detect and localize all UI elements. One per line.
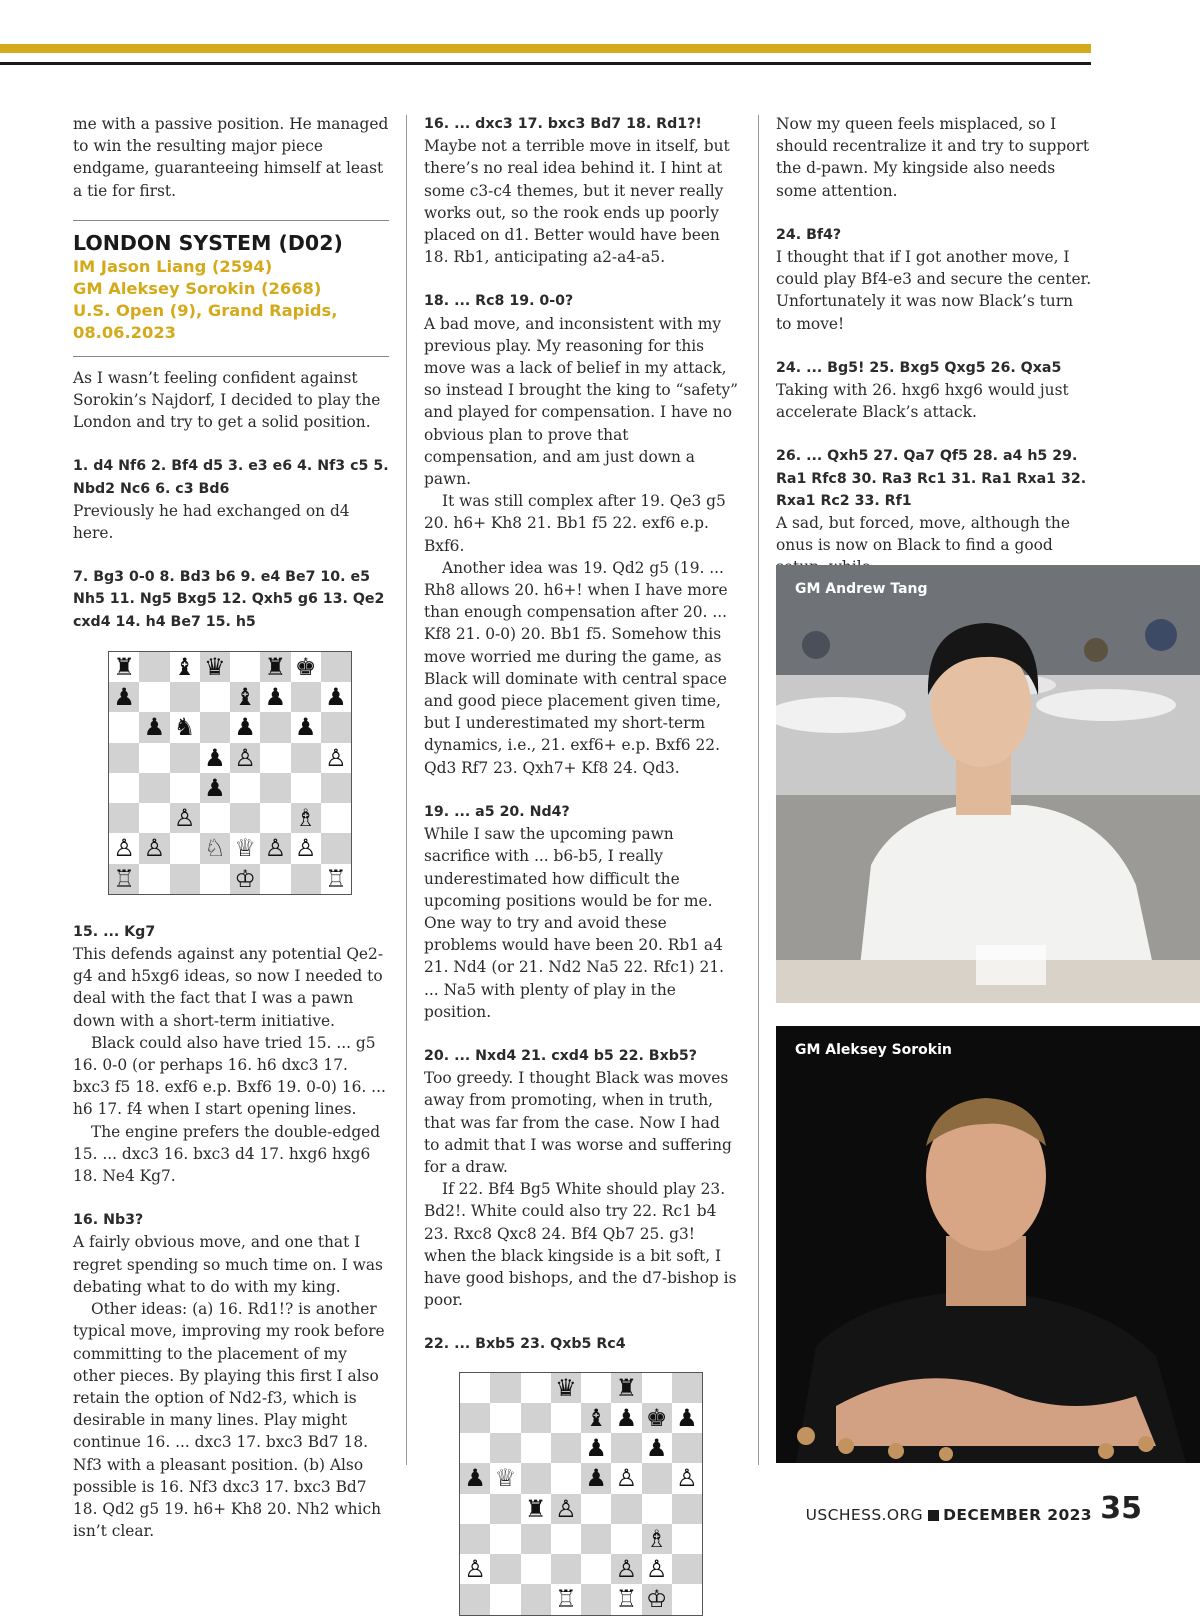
black-pawn-icon: ♟ bbox=[611, 1403, 641, 1433]
board-square bbox=[200, 682, 230, 712]
white-king-icon: ♔ bbox=[642, 1584, 672, 1614]
white-pawn-icon: ♙ bbox=[611, 1554, 641, 1584]
board-square bbox=[642, 1373, 672, 1403]
board-square bbox=[321, 803, 351, 833]
board-square bbox=[551, 1463, 581, 1493]
white-pawn-icon: ♙ bbox=[109, 833, 139, 863]
board-square bbox=[139, 652, 169, 682]
paragraph: A fairly obvious move, and one that I regret spending so much time on. I was debating what to do with my king. bbox=[73, 1233, 383, 1296]
black-queen-icon: ♛ bbox=[551, 1373, 581, 1403]
board-square bbox=[170, 743, 200, 773]
paragraph: Too greedy. I thought Black was moves away from promoting, when in truth, that was far from the case. Now I had to admit that I was worse and suffering for a draw. bbox=[424, 1069, 732, 1176]
white-pawn-icon: ♙ bbox=[672, 1463, 702, 1493]
board-square bbox=[490, 1403, 520, 1433]
white-rook-icon: ♖ bbox=[611, 1584, 641, 1614]
board-square bbox=[581, 1584, 611, 1614]
board-square bbox=[642, 1463, 672, 1493]
paragraph: As I wasn’t feeling confident against Sorokin’s Najdorf, I decided to play the London and try to get a solid position. bbox=[73, 368, 381, 432]
column-divider bbox=[406, 115, 407, 1465]
black-rook-icon: ♜ bbox=[109, 652, 139, 682]
board-square bbox=[611, 1494, 641, 1524]
board-square bbox=[642, 1494, 672, 1524]
board-square bbox=[551, 1433, 581, 1463]
board-square bbox=[521, 1373, 551, 1403]
paragraph: If 22. Bf4 Bg5 White should play 23. Bd2!. White could also try 22. Rc1 b4 23. Rxc8 Qxc8 24. Bf4 Qb7 25. g3! when the black kingside is a bit soft, I have good bishops, and the d7-bishop is poor. bbox=[424, 1180, 737, 1310]
white-rook-icon: ♖ bbox=[109, 864, 139, 894]
black-pawn-icon: ♟ bbox=[200, 773, 230, 803]
black-knight-icon: ♞ bbox=[170, 712, 200, 742]
board-square bbox=[139, 773, 169, 803]
move-text: 18. ... Rc8 19. 0-0? bbox=[424, 293, 574, 310]
black-king-icon: ♚ bbox=[291, 652, 321, 682]
board-square bbox=[291, 773, 321, 803]
board-square bbox=[139, 864, 169, 894]
board-square bbox=[321, 833, 351, 863]
top-gold-rule bbox=[0, 44, 1091, 53]
board-square bbox=[611, 1524, 641, 1554]
move-text: 24. ... Bg5! 25. Bxg5 Qxg5 26. Qxa5 bbox=[776, 359, 1062, 376]
black-pawn-icon: ♟ bbox=[109, 682, 139, 712]
move-text: 26. ... Qxh5 27. Qa7 Qf5 28. a4 h5 29. Ra1 Rfc8 30. Ra3 Rc1 31. Ra1 Rxa1 32. Rxa1 Rc2 33. Rf1 bbox=[776, 448, 1087, 509]
black-pawn-icon: ♟ bbox=[139, 712, 169, 742]
event: U.S. Open (9), Grand Rapids, bbox=[73, 300, 338, 320]
board-square bbox=[260, 803, 290, 833]
white-pawn-icon: ♙ bbox=[551, 1494, 581, 1524]
paragraph: me with a passive position. He managed to win the resulting major piece endgame, guaranteeing himself at least a tie for first. bbox=[73, 115, 389, 200]
game-header bbox=[73, 220, 389, 357]
white-player: IM Jason Liang (2594) bbox=[73, 256, 273, 276]
board-square bbox=[260, 773, 290, 803]
board-square bbox=[291, 864, 321, 894]
white-pawn-icon: ♙ bbox=[139, 833, 169, 863]
board-square bbox=[581, 1524, 611, 1554]
board-square bbox=[291, 682, 321, 712]
paragraph: Black could also have tried 15. ... g5 16. 0-0 (or perhaps 16. h6 dxc3 17. bxc3 f5 18. exf6 e.p. Bxf6 19. 0-0) 16. ... h6 17. f4 when I start opening lines. bbox=[73, 1033, 386, 1119]
board-square bbox=[490, 1524, 520, 1554]
board-square bbox=[460, 1494, 490, 1524]
board-square bbox=[109, 743, 139, 773]
paragraph: This defends against any potential Qe2-g4 and h5xg6 ideas, so now I needed to deal with the fact that I was a pawn down with a short-term initiative. bbox=[73, 945, 384, 1030]
paragraph: Taking with 26. hxg6 hxg6 would just accelerate Black’s attack. bbox=[776, 381, 1069, 422]
move-text: 20. ... Nxd4 21. cxd4 b5 22. Bxb5? bbox=[424, 1047, 698, 1064]
black-square-icon bbox=[928, 1510, 939, 1521]
board-square bbox=[260, 864, 290, 894]
board-square bbox=[521, 1463, 551, 1493]
column-2 bbox=[424, 113, 740, 1616]
move-text: 19. ... a5 20. Nd4? bbox=[424, 803, 570, 820]
board-square bbox=[521, 1584, 551, 1614]
black-pawn-icon: ♟ bbox=[260, 682, 290, 712]
white-pawn-icon: ♙ bbox=[291, 833, 321, 863]
board-square bbox=[230, 652, 260, 682]
black-rook-icon: ♜ bbox=[611, 1373, 641, 1403]
move-text: 7. Bg3 0-0 8. Bd3 b6 9. e4 Be7 10. e5 Nh5 11. Ng5 Bxg5 12. Qxh5 g6 13. Qe2 cxd4 14. h4 Be7 15. h5 bbox=[73, 569, 385, 630]
column-1 bbox=[73, 113, 389, 1542]
white-queen-icon: ♕ bbox=[490, 1463, 520, 1493]
paragraph: A sad, but forced, move, although the onus is now on Black to find a good bbox=[776, 514, 1070, 555]
black-pawn-icon: ♟ bbox=[642, 1433, 672, 1463]
board-square bbox=[321, 652, 351, 682]
move-text: 15. ... Kg7 bbox=[73, 923, 156, 940]
board-square bbox=[200, 864, 230, 894]
board-square bbox=[170, 864, 200, 894]
board-square bbox=[611, 1433, 641, 1463]
board-square bbox=[460, 1433, 490, 1463]
white-pawn-icon: ♙ bbox=[170, 803, 200, 833]
black-pawn-icon: ♟ bbox=[200, 743, 230, 773]
board-square bbox=[490, 1433, 520, 1463]
white-pawn-icon: ♙ bbox=[321, 743, 351, 773]
paragraph: Maybe not a terrible move in itself, but there’s no real idea behind it. I hint at some c3-c4 themes, but it never really works out, so the rook ends up poorly placed on d1. Better would have been 18. Rb1, anticipating a2-a4-a5. bbox=[424, 137, 730, 267]
white-knight-icon: ♘ bbox=[200, 833, 230, 863]
white-pawn-icon: ♙ bbox=[611, 1463, 641, 1493]
game-title: LONDON SYSTEM (D02) bbox=[73, 230, 343, 255]
board-square bbox=[291, 743, 321, 773]
board-square bbox=[230, 803, 260, 833]
chess-diagram-1 bbox=[108, 651, 352, 895]
footer-site: USCHESS.ORG bbox=[805, 1506, 924, 1524]
black-pawn-icon: ♟ bbox=[460, 1463, 490, 1493]
move-text: 22. ... Bxb5 23. Qxb5 Rc4 bbox=[424, 1336, 626, 1353]
paragraph: A bad move, and inconsistent with my previous play. My reasoning for this move was a lack of belief in my attack, so instead I brought the king to “safety” and played for compensation. I have no obvious plan to prove that compensation, and am just down a pawn. bbox=[424, 314, 739, 489]
paragraph: While I saw the upcoming pawn sacrifice with ... b6-b5, I really underestimated how difficult the upcoming positions would be for me. One way to try and avoid these problems would have been 20. Rb1 a4 21. Nd4 (or 21. Nd2 Na5 22. Rfc1) 21. ... Na5 with plenty of play in the position. bbox=[424, 825, 725, 1021]
board-square bbox=[521, 1554, 551, 1584]
black-pawn-icon: ♟ bbox=[581, 1433, 611, 1463]
black-player: GM Aleksey Sorokin (2668) bbox=[73, 278, 322, 298]
footer bbox=[806, 1506, 1092, 1524]
board-square bbox=[460, 1403, 490, 1433]
footer-issue: DECEMBER 2023 bbox=[943, 1506, 1092, 1524]
move-text: 16. Nb3? bbox=[73, 1212, 144, 1229]
white-bishop-icon: ♗ bbox=[291, 803, 321, 833]
board-square bbox=[139, 803, 169, 833]
board-square bbox=[109, 773, 139, 803]
black-rook-icon: ♜ bbox=[521, 1494, 551, 1524]
black-pawn-icon: ♟ bbox=[581, 1463, 611, 1493]
black-king-icon: ♚ bbox=[642, 1403, 672, 1433]
move-text: 1. d4 Nf6 2. Bf4 d5 3. e3 e6 4. Nf3 c5 5. Nbd2 Nc6 6. c3 Bd6 bbox=[73, 458, 389, 497]
black-bishop-icon: ♝ bbox=[230, 682, 260, 712]
board-square bbox=[672, 1584, 702, 1614]
board-square bbox=[200, 803, 230, 833]
board-square bbox=[260, 743, 290, 773]
board-square bbox=[490, 1554, 520, 1584]
white-rook-icon: ♖ bbox=[551, 1584, 581, 1614]
board-square bbox=[109, 712, 139, 742]
black-pawn-icon: ♟ bbox=[672, 1403, 702, 1433]
white-queen-icon: ♕ bbox=[230, 833, 260, 863]
white-pawn-icon: ♙ bbox=[460, 1554, 490, 1584]
board-square bbox=[581, 1554, 611, 1584]
paragraph: I thought that if I got another move, I could play Bf4-e3 and secure the center. Unfortunately it was now Black’s turn to move! bbox=[776, 248, 1092, 333]
photo-andrew-tang bbox=[776, 565, 1200, 1003]
board-square bbox=[551, 1403, 581, 1433]
paragraph: Other ideas: (a) 16. Rd1!? is another typical move, improving my rook before committing to the placement of my other pieces. By playing this first I also retain the option of Nd2-f3, which is desirable in many lines. Play might continue 16. ... dxc3 17. bxc3 Bd7 18. Nf3 with a pleasant position. (b) Also possible is 16. Nf3 dxc3 17. bxc3 Bd7 18. Qd2 g5 19. h6+ Kh8 20. Nh2 which isn’t clear. bbox=[73, 1300, 385, 1541]
chess-diagram-2 bbox=[459, 1372, 703, 1616]
board-square bbox=[672, 1373, 702, 1403]
top-dark-rule bbox=[0, 62, 1091, 65]
board-square bbox=[581, 1494, 611, 1524]
board-square bbox=[490, 1373, 520, 1403]
board-square bbox=[521, 1403, 551, 1433]
board-square bbox=[490, 1494, 520, 1524]
board-square bbox=[551, 1524, 581, 1554]
black-pawn-icon: ♟ bbox=[291, 712, 321, 742]
paragraph: The engine prefers the double-edged 15. ... dxc3 16. bxc3 d4 17. hxg6 hxg6 18. Ne4 Kg7. bbox=[73, 1122, 381, 1186]
board-square bbox=[672, 1433, 702, 1463]
board-square bbox=[672, 1524, 702, 1554]
column-divider bbox=[758, 115, 759, 1465]
white-rook-icon: ♖ bbox=[321, 864, 351, 894]
board-square bbox=[139, 743, 169, 773]
paragraph: Now my queen feels misplaced, so I should recentralize it and try to support the d-pawn. My kingside also needs some attention. bbox=[776, 115, 1090, 200]
game-date: 08.06.2023 bbox=[73, 322, 389, 357]
photo-caption: GM Aleksey Sorokin bbox=[795, 1042, 952, 1058]
white-pawn-icon: ♙ bbox=[230, 743, 260, 773]
paragraph: Another idea was 19. Qd2 g5 (19. ... Rh8 allows 20. h6+! when I have more than enough compensation after 20. ... Kf8 21. 0-0) 20. Bb1 f5. Somehow this move worried me during the game, as Black will dominate with central space and good piece placement given time, but I underestimated my short-term dynamics, i.e., 21. exf6+ e.p. Bxf6 22. Qd3 Rf7 23. Qxh7+ Kf8 24. Qd3. bbox=[424, 558, 728, 777]
page-number: 35 bbox=[1100, 1491, 1142, 1526]
board-square bbox=[581, 1373, 611, 1403]
portrait-photo bbox=[776, 565, 1200, 1003]
paragraph: It was still complex after 19. Qe3 g5 20. h6+ Kh8 21. Bb1 f5 22. exf6 e.p. Bxf6. bbox=[424, 492, 726, 555]
black-queen-icon: ♛ bbox=[200, 652, 230, 682]
board-square bbox=[321, 712, 351, 742]
white-pawn-icon: ♙ bbox=[642, 1554, 672, 1584]
column-3 bbox=[776, 113, 1092, 579]
move-text: 24. Bf4? bbox=[776, 226, 842, 243]
photo-aleksey-sorokin bbox=[776, 1026, 1200, 1463]
board-square bbox=[170, 833, 200, 863]
black-pawn-icon: ♟ bbox=[230, 712, 260, 742]
paragraph: Previously he had exchanged on d4 here. bbox=[73, 501, 350, 543]
board-square bbox=[170, 773, 200, 803]
board-square bbox=[521, 1524, 551, 1554]
board-square bbox=[490, 1584, 520, 1614]
board-square bbox=[170, 682, 200, 712]
black-rook-icon: ♜ bbox=[260, 652, 290, 682]
photo-caption: GM Andrew Tang bbox=[795, 581, 928, 597]
board-square bbox=[200, 712, 230, 742]
move-text: 16. ... dxc3 17. bxc3 Bd7 18. Rd1?! bbox=[424, 116, 702, 132]
black-bishop-icon: ♝ bbox=[581, 1403, 611, 1433]
board-square bbox=[460, 1373, 490, 1403]
portrait-photo bbox=[776, 1026, 1200, 1463]
board-square bbox=[460, 1524, 490, 1554]
board-square bbox=[321, 773, 351, 803]
black-bishop-icon: ♝ bbox=[170, 652, 200, 682]
board-square bbox=[139, 682, 169, 712]
board-square bbox=[460, 1584, 490, 1614]
board-square bbox=[672, 1494, 702, 1524]
board-square bbox=[230, 773, 260, 803]
white-bishop-icon: ♗ bbox=[642, 1524, 672, 1554]
board-square bbox=[551, 1554, 581, 1584]
board-square bbox=[109, 803, 139, 833]
board-square bbox=[672, 1554, 702, 1584]
board-square bbox=[260, 712, 290, 742]
white-pawn-icon: ♙ bbox=[260, 833, 290, 863]
black-pawn-icon: ♟ bbox=[321, 682, 351, 712]
board-square bbox=[521, 1433, 551, 1463]
white-king-icon: ♔ bbox=[230, 864, 260, 894]
